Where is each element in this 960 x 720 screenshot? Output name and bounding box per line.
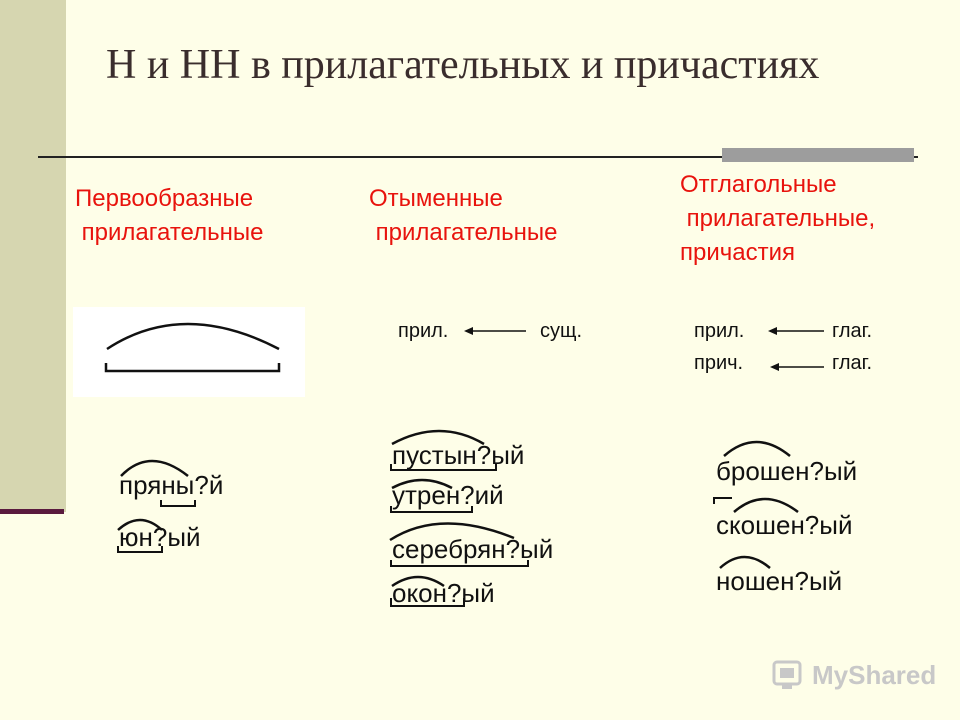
root-scheme-box	[73, 307, 305, 397]
col3-arrow1-icon	[766, 324, 826, 338]
root-arc-icon	[724, 442, 790, 456]
col3-header: Отглагольные прилагательные, причастия	[680, 171, 876, 266]
col2-arrow-icon	[462, 324, 528, 338]
title-accent-bar	[722, 148, 914, 162]
example-word: серебрян?ый	[392, 534, 554, 564]
watermark-text: MyShared	[812, 660, 937, 690]
example-word: пустын?ый	[392, 440, 525, 470]
slide-title: Н и НН в прилагательных и причастиях	[106, 42, 820, 88]
example-word: юн?ый	[119, 522, 201, 552]
example-word: окон?ый	[392, 578, 495, 608]
example-word: брошен?ый	[716, 456, 858, 486]
col3-scheme1-left: прил.	[694, 320, 745, 342]
left-decor-line	[0, 509, 64, 514]
col3-scheme1-right: глаг.	[832, 320, 873, 342]
root-scheme-icon	[73, 307, 305, 397]
example-word: ношен?ый	[716, 566, 843, 596]
myshared-logo-icon	[770, 658, 808, 692]
col3-scheme2-right: глаг.	[832, 352, 873, 374]
col2-scheme-left: прил.	[398, 320, 449, 342]
example-word: пряны?й	[119, 470, 224, 500]
col2-header: Отыменные прилагательные	[369, 185, 558, 246]
col1-header: Первообразные прилагательные	[75, 185, 264, 246]
left-decor-bar	[0, 0, 66, 512]
col3-arrow2-icon	[768, 360, 826, 374]
example-word: скошен?ый	[716, 510, 853, 540]
example-word: утрен?ий	[392, 480, 504, 510]
prefix-mark-icon	[714, 498, 732, 504]
col2-scheme-right: сущ.	[540, 320, 583, 342]
col3-scheme2-left: прич.	[694, 352, 744, 374]
